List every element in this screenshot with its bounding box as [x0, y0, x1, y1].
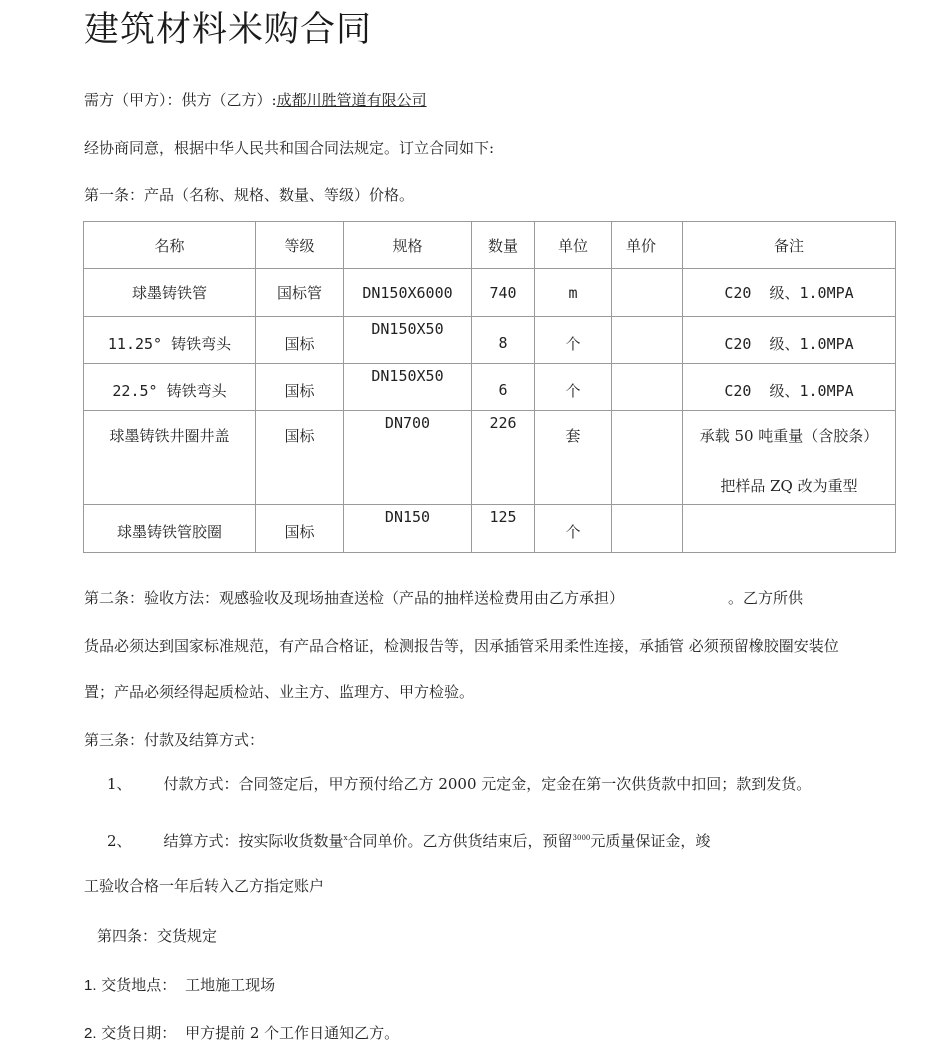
cell-spec: DN150X6000: [344, 269, 472, 317]
cell-note: [683, 317, 896, 364]
cell-grade: 国标管: [256, 269, 344, 317]
cell-price: [612, 317, 683, 364]
parties-prefix: 需方（甲方）：供方（乙方）:: [84, 91, 277, 109]
intro-line: 经协商同意，根据中华人民共和国合同法规定。订立合同如下:: [84, 139, 495, 157]
header-cell: 单位: [535, 222, 612, 269]
cell-note: [683, 411, 896, 505]
cell-qty: 125: [472, 505, 535, 553]
cell-qty: 740: [472, 269, 535, 317]
item-number: 1.: [84, 977, 97, 994]
article3-item1: [107, 774, 811, 794]
item-value: 甲方提前 2 个工作日通知乙方。: [185, 1024, 400, 1042]
table-row: [84, 317, 896, 364]
item-number: 2.: [84, 1025, 97, 1042]
cell-grade: 国标: [256, 317, 344, 364]
item-text-a: 结算方式：按实际收货数量: [163, 832, 344, 850]
item-text-b: 合同单价。乙方供货结束后，预留: [347, 832, 573, 850]
cell-name-text: 11.25° 铸铁弯头: [107, 334, 232, 353]
note-text: C20 级、1.0MPA: [724, 381, 854, 400]
article4-item2: [84, 1023, 399, 1044]
cell-grade: 国标: [256, 505, 344, 553]
cell-unit: m: [535, 269, 612, 317]
article2-line2: 货品必须达到国家标准规范，有产品合格证，检测报告等，因承插管采用柔性连接，承插管 必须预留橡胶圈安装位: [84, 637, 839, 655]
cell-grade: 国标: [256, 364, 344, 411]
cell-spec: DN150X50: [344, 364, 472, 411]
deposit-amount: 3000: [572, 834, 591, 842]
article3-item2: [107, 828, 710, 851]
table-row: [84, 364, 896, 411]
multiply-mark: x: [343, 834, 348, 842]
article4-heading: 第四条：交货规定: [97, 927, 218, 945]
table-header-row: [84, 222, 896, 269]
cell-note: [683, 269, 896, 317]
cell-qty: 8: [472, 317, 535, 364]
note-text: C20 级、1.0MPA: [724, 334, 854, 353]
cell-unit: 套: [535, 411, 612, 505]
cell-qty: 6: [472, 364, 535, 411]
header-cell: 备注: [683, 222, 896, 269]
product-table: [83, 221, 896, 553]
cell-unit: 个: [535, 505, 612, 553]
item-label: 交货地点：: [101, 976, 177, 994]
item-value: 工地施工现场: [185, 976, 276, 994]
cell-name: 球墨铸铁井圈井盖: [84, 411, 256, 505]
cell-spec: DN700: [344, 411, 472, 505]
parties-line: [84, 90, 427, 110]
item-text-c: 元质量保证金，竣: [590, 832, 711, 850]
article2-line1: [84, 588, 803, 608]
article1-heading: 第一条：产品（名称、规格、数量、等级）价格。: [84, 186, 415, 204]
cell-spec: DN150: [344, 505, 472, 553]
item-label: 交货日期：: [101, 1024, 177, 1042]
header-cell: 单价: [612, 222, 683, 269]
supplier-name: 成都川胜管道有限公司: [276, 91, 427, 109]
article2-text: 第二条：验收方法：观感验收及现场抽查送检（产品的抽样送检费用由乙方承担）: [84, 589, 625, 607]
cell-unit: 个: [535, 317, 612, 364]
cell-name: 球墨铸铁管: [84, 269, 256, 317]
cell-spec: DN150X50: [344, 317, 472, 364]
cell-name-text: 22.5° 铸铁弯头: [112, 381, 227, 400]
cell-price: [612, 505, 683, 553]
cell-price: [612, 364, 683, 411]
cell-note: [683, 505, 896, 553]
item-number: 1、: [107, 775, 132, 793]
cell-name: 球墨铸铁管胶圈: [84, 505, 256, 553]
note-line-2: 把样品 ZQ 改为重型: [720, 477, 858, 495]
cell-name: [84, 317, 256, 364]
header-cell: 数量: [472, 222, 535, 269]
item-number: 2、: [107, 832, 132, 850]
table-row: [84, 269, 896, 317]
article3-item2-continuation: 工验收合格一年后转入乙方指定账户: [84, 877, 325, 895]
table-row: [84, 411, 896, 505]
cell-price: [612, 411, 683, 505]
cell-note: [683, 364, 896, 411]
note-text: C20 级、1.0MPA: [724, 284, 854, 302]
note-line-1: 承载 50 吨重量（含胶条）: [699, 427, 879, 445]
header-cell: 等级: [256, 222, 344, 269]
cell-name: [84, 364, 256, 411]
item-text: 付款方式：合同签定后，甲方预付给乙方 2000 元定金，定金在第一次供货款中扣回；款到发货。: [163, 775, 812, 793]
article2-line3: 置；产品必须经得起质检站、业主方、监理方、甲方检验。: [84, 683, 475, 701]
article2-tail: 。乙方所供: [728, 589, 804, 607]
cell-unit: 个: [535, 364, 612, 411]
article4-item1: [84, 975, 275, 996]
document-title: 建筑材料米购合同: [84, 10, 373, 50]
table-row: [84, 505, 896, 553]
article3-heading: 第三条：付款及结算方式：: [84, 731, 265, 749]
cell-qty: 226: [472, 411, 535, 505]
cell-grade: 国标: [256, 411, 344, 505]
cell-price: [612, 269, 683, 317]
header-cell: 规格: [344, 222, 472, 269]
header-cell: 名称: [84, 222, 256, 269]
